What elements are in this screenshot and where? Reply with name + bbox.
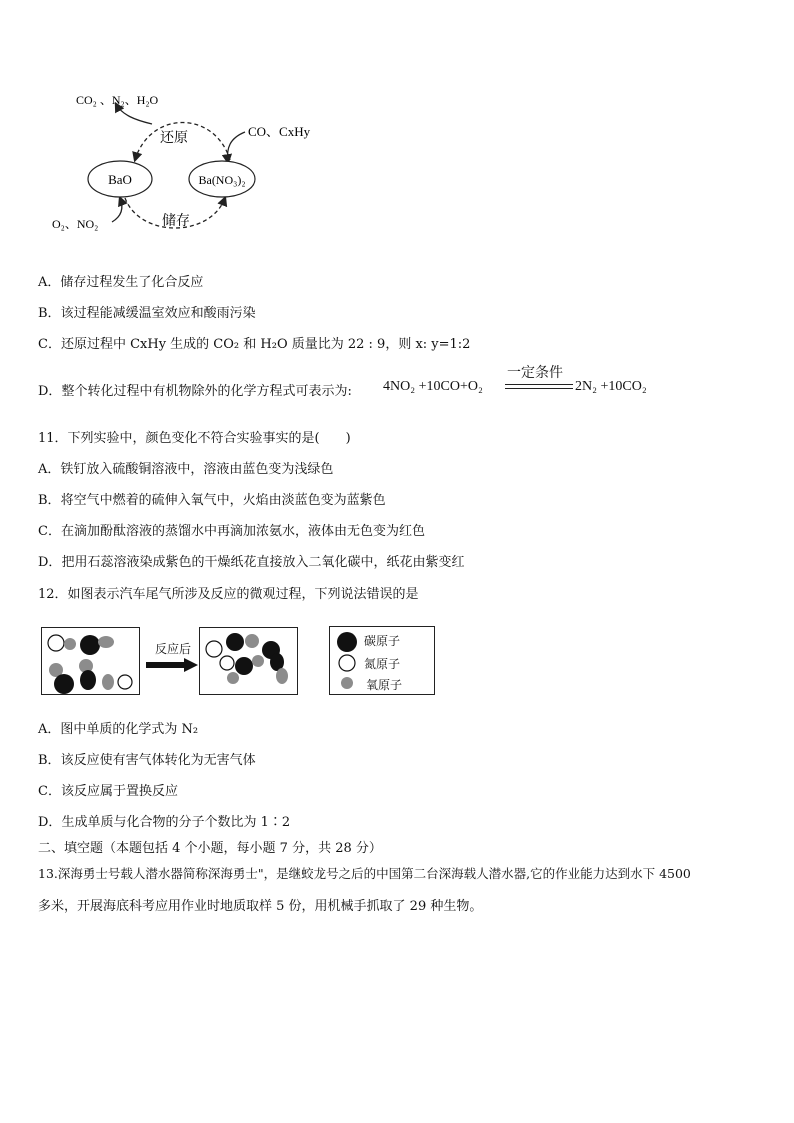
o2-no2-arrow <box>112 198 122 222</box>
q10-option-a <box>38 271 203 290</box>
option-text: 铁钉放入硫酸铜溶液中，溶液由蓝色变为浅绿色 <box>60 462 334 477</box>
carbon-atom <box>54 674 74 694</box>
products-arrow <box>116 104 152 124</box>
reactants-box <box>41 627 140 695</box>
products-label: CO₂ 、N₂、H₂O <box>76 93 159 107</box>
option-letter: C． <box>38 784 61 799</box>
option-text: 整个转化过程中有机物除外的化学方程式可表示为: <box>61 384 352 399</box>
reduction-label: 还原 <box>160 130 188 146</box>
q13-line-2: 多米，开展海底科考应用作业时地质取样 5 份，用机械手抓取了 29 种生物。 <box>38 899 483 914</box>
q12-option-a <box>38 718 198 737</box>
carbon-atom <box>80 670 96 690</box>
q11-option-a <box>38 458 333 477</box>
oxygen-atom <box>98 636 114 648</box>
q10-option-b <box>38 302 256 321</box>
o2-no2-label: O₂、NO₂ <box>52 217 99 231</box>
carbon-atom <box>235 657 253 675</box>
option-letter: B． <box>38 493 61 508</box>
product-molecules <box>200 628 297 694</box>
option-letter: C． <box>38 337 61 352</box>
q13-line-1: 13.深海勇士号载人潜水器简称深海勇士"，是继蛟龙号之后的中国第二台深海载人潜水器,它的作业能力达到水下 4500 <box>38 866 691 881</box>
option-text: 还原过程中 CxHy 生成的 CO₂ 和 H₂O 质量比为 22 : 9，则 x: y=1:2 <box>60 337 471 352</box>
co-cxhy-arrow <box>228 132 245 162</box>
chemical-equation <box>383 362 683 402</box>
storage-reduction-cycle-diagram <box>40 80 340 240</box>
equation-condition: 一定条件 <box>507 365 563 381</box>
option-text: 储存过程发生了化合反应 <box>60 275 204 290</box>
option-text: 图中单质的化学式为 N₂ <box>60 722 199 737</box>
legend-symbols <box>336 631 358 693</box>
products-box <box>199 627 298 695</box>
q12-option-b <box>38 749 256 768</box>
nitrogen-atom <box>206 641 222 657</box>
ba-no3-2-label: Ba(NO₃)₂ <box>198 173 246 187</box>
oxygen-atom <box>64 638 76 650</box>
reactant-molecules <box>42 628 139 694</box>
option-letter: B． <box>38 753 61 768</box>
q11-option-b <box>38 489 386 508</box>
option-text: 在滴加酚酞溶液的蒸馏水中再滴加浓氨水，液体由无色变为红色 <box>60 524 425 539</box>
q12-option-c <box>38 780 178 799</box>
nitrogen-atom <box>48 635 64 651</box>
q11-stem: 11．下列实验中，颜色变化不符合实验事实的是( ) <box>38 431 351 446</box>
bao-label: BaO <box>108 172 132 187</box>
option-letter: A． <box>38 275 61 290</box>
legend-carbon-label: 碳原子 <box>364 634 401 648</box>
q11-option-d <box>38 551 464 570</box>
nitrogen-legend-symbol <box>339 655 355 671</box>
q12-option-d <box>38 811 290 830</box>
legend-nitrogen-label: 氮原子 <box>364 657 401 671</box>
equation-equals-sign <box>505 384 573 389</box>
co-cxhy-label: CO、CxHy <box>248 124 311 139</box>
q12-stem: 12．如图表示汽车尾气所涉及反应的微观过程，下列说法错误的是 <box>38 587 419 602</box>
nitrogen-atom <box>220 656 234 670</box>
q10-option-d <box>38 380 352 399</box>
option-text: 把用石蕊溶液染成紫色的干燥纸花直接放入二氧化碳中，纸花由紫变红 <box>61 555 465 570</box>
reaction-arrow-label: 反应后 <box>155 642 192 656</box>
option-text: 生成单质与化合物的分子个数比为 1∶2 <box>61 815 291 830</box>
oxygen-atom <box>245 634 259 648</box>
carbon-atom <box>226 633 244 651</box>
oxygen-atom <box>252 655 264 667</box>
section-heading: 二、填空题（本题包括 4 个小题，每小题 7 分，共 28 分） <box>38 841 382 856</box>
oxygen-legend-symbol <box>341 677 353 689</box>
option-letter: D． <box>38 815 62 830</box>
option-letter: B． <box>38 306 61 321</box>
option-text: 该反应属于置换反应 <box>60 784 178 799</box>
option-text: 该过程能减缓温室效应和酸雨污染 <box>60 306 256 321</box>
option-letter: D． <box>38 384 62 399</box>
equation-right: 2N₂ +10CO₂ <box>575 379 647 394</box>
reaction-arrow <box>146 658 198 672</box>
option-text: 该反应使有害气体转化为无害气体 <box>60 753 256 768</box>
equation-left: 4NO₂ +10CO+O₂ <box>383 379 483 394</box>
carbon-legend-symbol <box>337 632 357 652</box>
nitrogen-atom <box>118 675 132 689</box>
option-text: 将空气中燃着的硫伸入氧气中，火焰由淡蓝色变为蓝紫色 <box>60 493 386 508</box>
carbon-atom <box>80 635 100 655</box>
option-letter: C． <box>38 524 61 539</box>
oxygen-atom <box>102 674 114 690</box>
q11-option-c <box>38 520 425 539</box>
storage-label: 储存 <box>162 213 190 229</box>
option-letter: A． <box>38 722 61 737</box>
oxygen-atom <box>227 672 239 684</box>
legend-oxygen-label: 氧原子 <box>366 678 403 692</box>
q10-option-c <box>38 333 470 352</box>
option-letter: A． <box>38 462 61 477</box>
oxygen-atom <box>276 668 288 684</box>
atom-legend <box>329 626 435 695</box>
option-letter: D． <box>38 555 62 570</box>
